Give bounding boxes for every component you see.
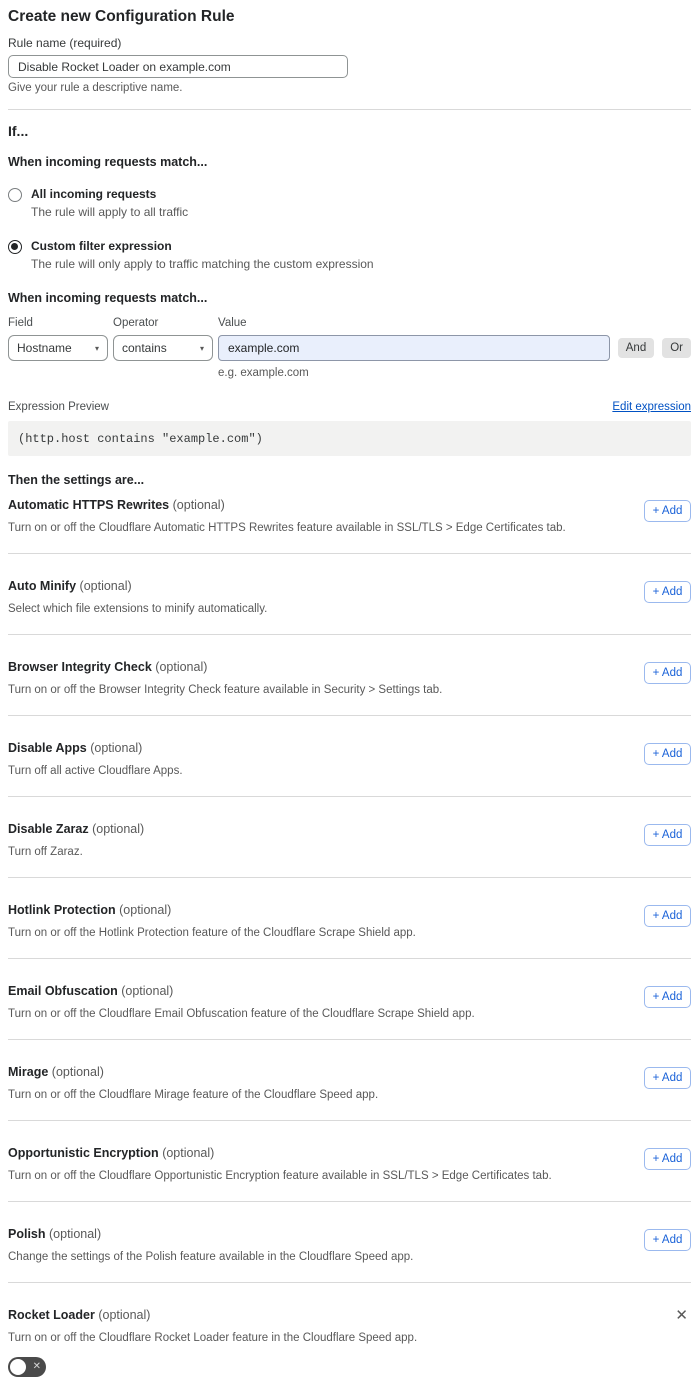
expression-preview-code: (http.host contains "example.com") — [8, 421, 691, 456]
setting-title — [8, 579, 267, 594]
setting-name: Opportunistic Encryption — [8, 1146, 159, 1160]
add-setting-button[interactable]: + Add — [644, 905, 691, 927]
expression-preview-header — [8, 401, 691, 413]
expression-builder-row — [8, 317, 691, 361]
page-title: Create new Configuration Rule — [8, 8, 235, 25]
radio-description: The rule will apply to all traffic — [31, 205, 189, 219]
setting-title — [8, 1065, 378, 1080]
setting-title — [8, 660, 442, 675]
rule-name-input[interactable] — [8, 55, 348, 78]
setting-description: Turn on or off the Cloudflare Rocket Loader feature in the Cloudflare Speed app. — [8, 1332, 418, 1344]
setting-optional-label: (optional) — [90, 741, 143, 755]
setting-name: Automatic HTTPS Rewrites — [8, 498, 170, 512]
setting-optional-label: (optional) — [155, 660, 208, 674]
value-helper-text: e.g. example.com — [218, 367, 309, 379]
active-setting-header — [8, 1308, 691, 1323]
section-divider — [8, 109, 691, 110]
chevron-down-icon: ▾ — [199, 343, 204, 353]
setting-description: Turn off Zaraz. — [8, 846, 83, 858]
setting-name: Email Obfuscation — [8, 984, 118, 998]
setting-name: Hotlink Protection — [8, 903, 116, 917]
setting-info — [8, 903, 416, 940]
settings-list — [8, 487, 691, 1283]
add-setting-button[interactable]: + Add — [644, 500, 691, 522]
setting-description: Turn on or off the Browser Integrity Check feature available in Security > Settings tab. — [8, 684, 443, 696]
add-setting-button[interactable]: + Add — [644, 743, 691, 765]
operator-select-value: contains — [122, 341, 167, 355]
setting-row — [8, 1040, 691, 1121]
setting-row — [8, 959, 691, 1040]
radio-description: The rule will only apply to traffic matching the custom expression — [31, 257, 374, 271]
setting-title — [8, 1227, 413, 1242]
add-setting-button[interactable]: + Add — [644, 1148, 691, 1170]
setting-optional-label: (optional) — [121, 984, 174, 998]
setting-info — [8, 660, 442, 697]
setting-row — [8, 554, 691, 635]
value-input[interactable] — [218, 335, 610, 361]
setting-row — [8, 1202, 691, 1283]
radio-label: Custom filter expression — [31, 239, 172, 253]
setting-optional-label: (optional) — [119, 903, 172, 917]
chevron-down-icon: ▾ — [94, 343, 99, 353]
operator-label: Operator — [113, 317, 159, 329]
radio-label: All incoming requests — [31, 187, 157, 201]
setting-info — [8, 579, 267, 616]
setting-row — [8, 635, 691, 716]
setting-name: Rocket Loader — [8, 1308, 95, 1322]
setting-description: Select which file extensions to minify automatically. — [8, 603, 268, 615]
setting-row — [8, 797, 691, 878]
setting-description: Change the settings of the Polish feature available in the Cloudflare Speed app. — [8, 1251, 414, 1263]
setting-title — [8, 984, 475, 999]
setting-row — [8, 487, 691, 554]
toggle-off-icon: ✕ — [32, 1360, 41, 1372]
rule-name-helper: Give your rule a descriptive name. — [8, 82, 183, 94]
setting-info — [8, 498, 566, 535]
setting-title — [8, 741, 183, 756]
setting-optional-label: (optional) — [162, 1146, 215, 1160]
setting-optional-label: (optional) — [49, 1227, 102, 1241]
setting-row — [8, 716, 691, 797]
and-button[interactable]: And — [618, 338, 654, 358]
setting-description: Turn on or off the Cloudflare Email Obfuscation feature of the Cloudflare Scrape Shield app. — [8, 1008, 475, 1020]
setting-optional-label: (optional) — [172, 498, 225, 512]
expression-builder-label: When incoming requests match... — [8, 291, 208, 305]
setting-title — [8, 822, 144, 837]
request-match-radio-group — [8, 187, 691, 271]
add-setting-button[interactable]: + Add — [644, 986, 691, 1008]
setting-title — [8, 498, 566, 513]
rule-name-label: Rule name (required) — [8, 36, 122, 50]
setting-name: Disable Apps — [8, 741, 87, 755]
setting-row — [8, 1121, 691, 1202]
add-setting-button[interactable]: + Add — [644, 581, 691, 603]
setting-optional-label: (optional) — [79, 579, 132, 593]
add-setting-button[interactable]: + Add — [644, 1067, 691, 1089]
operator-column — [113, 317, 213, 361]
setting-description: Turn on or off the Cloudflare Opportunistic Encryption feature available in SSL/TLS > Edge Certificates tab. — [8, 1170, 552, 1182]
setting-title — [8, 903, 416, 918]
setting-info — [8, 1146, 552, 1183]
radio-all-incoming-requests[interactable] — [8, 187, 691, 219]
setting-info — [8, 741, 183, 778]
setting-info — [8, 984, 475, 1021]
setting-description: Turn on or off the Cloudflare Automatic HTTPS Rewrites feature available in SSL/TLS > Edge Certificates tab. — [8, 522, 566, 534]
setting-name: Polish — [8, 1227, 46, 1241]
field-select-value: Hostname — [17, 341, 72, 355]
setting-name: Auto Minify — [8, 579, 77, 593]
edit-expression-link[interactable]: Edit expression — [612, 401, 691, 413]
radio-custom-filter-expression[interactable] — [8, 239, 691, 271]
setting-name: Disable Zaraz — [8, 822, 89, 836]
setting-title — [8, 1308, 150, 1323]
setting-row — [8, 878, 691, 959]
operator-select[interactable] — [113, 335, 213, 361]
toggle-knob[interactable] — [10, 1359, 26, 1375]
radio-button-icon[interactable] — [8, 188, 22, 202]
add-setting-button[interactable]: + Add — [644, 662, 691, 684]
radio-button-icon[interactable] — [8, 240, 22, 254]
if-heading: If... — [8, 123, 29, 139]
value-label: Value — [218, 317, 247, 329]
setting-description: Turn on or off the Hotlink Protection feature of the Cloudflare Scrape Shield app. — [8, 927, 416, 939]
setting-description: Turn on or off the Cloudflare Mirage feature of the Cloudflare Speed app. — [8, 1089, 379, 1101]
setting-info — [8, 1227, 413, 1264]
field-column — [8, 317, 108, 361]
setting-title — [8, 1146, 552, 1161]
setting-info — [8, 1065, 378, 1102]
setting-info — [8, 822, 144, 859]
setting-name: Browser Integrity Check — [8, 660, 152, 674]
close-icon[interactable]: ✕ — [675, 1307, 688, 1324]
rocket-loader-toggle[interactable] — [8, 1357, 46, 1377]
expression-preview-label: Expression Preview — [8, 401, 109, 413]
setting-optional-label: (optional) — [98, 1308, 151, 1322]
add-setting-button[interactable]: + Add — [644, 1229, 691, 1251]
setting-name: Mirage — [8, 1065, 49, 1079]
add-setting-button[interactable]: + Add — [644, 824, 691, 846]
setting-optional-label: (optional) — [92, 822, 145, 836]
field-select[interactable] — [8, 335, 108, 361]
field-label: Field — [8, 317, 33, 329]
value-column — [218, 317, 610, 361]
setting-optional-label: (optional) — [51, 1065, 104, 1079]
incoming-requests-match-label: When incoming requests match... — [8, 155, 208, 169]
or-button[interactable]: Or — [662, 338, 691, 358]
setting-description: Turn off all active Cloudflare Apps. — [8, 765, 183, 777]
then-settings-heading: Then the settings are... — [8, 473, 145, 487]
active-setting-rocket-loader — [8, 1283, 691, 1377]
